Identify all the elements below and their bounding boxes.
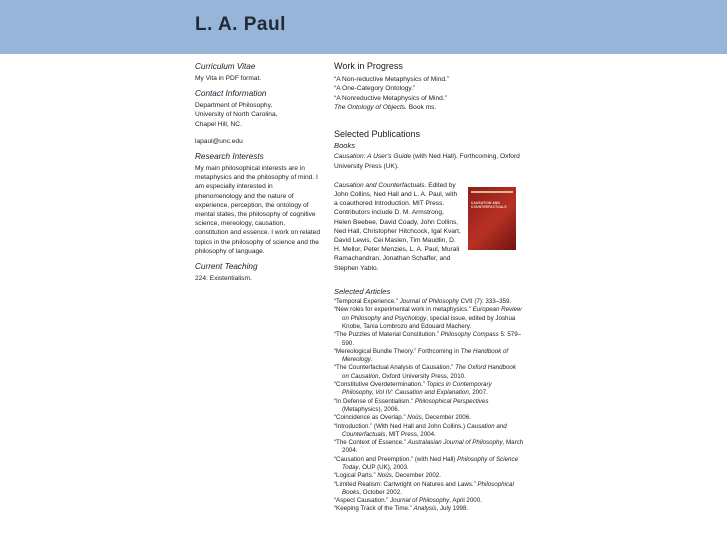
research-heading: Research Interests xyxy=(195,152,264,162)
article-details: , March 2004. xyxy=(342,439,524,455)
article-title: “Logical Parts.” xyxy=(334,472,378,480)
article-details: , July 1998. xyxy=(436,505,469,513)
contact-line: Department of Philosophy, xyxy=(195,102,273,110)
research-text: My main philosophical interests are in metaphysics and the philosophy of mind. I am especially interested in phenomenology and the nature of experience, perception, the ontology of mental states, the philosophy of cognitive science, mereology, causation, constitution and essence. I work on related topics in the philosophy of science and the philosophy of language. xyxy=(195,165,320,255)
book-details: . Edited by John Collins, Ned Hall and L. A. Paul, with a coauthored Introduction. MIT Press. Contributors include D. M. Armstrong, Helen Beebee, David Coady, John Collins, Ned Hall, Christopher Hitchcock, Igal Kvart, David Lewis, Cei Maslen, Tim Maudlin, D. H. Mellor, Peter Menzies, L. A. Paul, Murali Ramachandran, Jonathan Schaffer, and Stephen Yablo. xyxy=(334,181,461,272)
article-item xyxy=(334,423,524,440)
book-entry-with-cover xyxy=(334,181,524,273)
article-venue: Causation and Counterfactuals xyxy=(342,422,507,438)
article-title: “New roles for experimental work in metaphysics.” xyxy=(334,306,473,314)
article-details: (Metaphysics), 2006. xyxy=(342,405,400,413)
article-venue: Noûs xyxy=(407,414,422,422)
article-item xyxy=(334,439,524,456)
wip-item: “A One-Category Ontology.” xyxy=(334,85,416,93)
article-details: , OUP (UK), 2003. xyxy=(358,464,409,471)
cover-stripe xyxy=(471,191,513,193)
article-details: , 2007. xyxy=(468,389,488,397)
article-details: , October 2002. xyxy=(359,488,402,496)
wip-item: “A Non-reductive Metaphysics of Mind.” xyxy=(334,76,450,84)
article-item xyxy=(334,306,524,331)
cover-title: CAUSATION AND COUNTERFACTUALS xyxy=(471,200,507,209)
right-column xyxy=(334,62,524,514)
book-cover-image[interactable] xyxy=(468,187,516,250)
article-title: “Keeping Track of the Time.” xyxy=(334,505,414,513)
teaching-text: 224: Existentialism. xyxy=(195,275,252,283)
article-details: , December 2006. xyxy=(421,414,471,422)
teaching-section xyxy=(195,262,320,283)
page-header xyxy=(0,0,727,54)
article-item xyxy=(334,414,524,422)
contact-heading: Contact Information xyxy=(195,89,267,99)
article-item xyxy=(334,481,524,498)
article-title: “Mereological Bundle Theory.” Forthcoming in xyxy=(334,347,461,355)
article-details: , Oxford University Press, 2010. xyxy=(378,372,466,380)
article-title: “Limited Realism: Cartwright on Natures and Laws.” xyxy=(334,480,478,488)
article-title: “In Defense of Essentialism.” xyxy=(334,397,415,405)
article-title: “The Counterfactual Analysis of Causation.” xyxy=(334,364,456,372)
article-title: “Temporal Experience.” xyxy=(334,298,400,306)
wip-item: “A Nonreductive Metaphysics of Mind.” xyxy=(334,94,447,102)
article-title: “Coincidence as Overlap.” xyxy=(334,414,408,422)
article-venue: Philosophy Compass xyxy=(440,331,499,339)
article-title: “The Puzzles of Material Constitution.” xyxy=(334,331,441,339)
article-item xyxy=(334,456,524,473)
article-item xyxy=(334,298,524,306)
article-item xyxy=(334,497,524,505)
article-details: , April 2000. xyxy=(449,497,482,505)
cv-section xyxy=(195,62,320,83)
article-item xyxy=(334,472,524,480)
article-title: “Aspect Causation.” xyxy=(334,497,391,505)
article-item xyxy=(334,398,524,415)
wip-item-rest: Book ms. xyxy=(406,103,437,111)
email-link[interactable]: lapaul@unc.edu xyxy=(195,137,243,145)
article-item xyxy=(334,364,524,381)
article-venue: Noûs xyxy=(377,472,392,480)
article-title: “Introduction.” (With Ned Hall and John Collins.) xyxy=(334,422,467,430)
book-details: (with Ned Hall). Forthcoming, Oxford University Press (UK). xyxy=(334,153,520,170)
article-venue: Philosophical Books xyxy=(342,480,514,496)
teaching-heading: Current Teaching xyxy=(195,262,258,272)
wip-item xyxy=(334,103,524,112)
article-venue: Topics in Contemporary Philosophy, Vol IV: Causation and Explanation xyxy=(342,381,492,397)
article-venue: Australasian Journal of Philosophy xyxy=(407,439,503,447)
article-title: “Constitutive Overdetermination.” xyxy=(334,381,427,389)
article-item xyxy=(334,381,524,398)
article-details: , special issue, edited by Joshua Knobe, Tania Lombrozo and Edouard Machery. xyxy=(342,314,516,330)
article-details: , December 2002. xyxy=(391,472,441,480)
article-venue: Journal of Philosophy xyxy=(399,298,459,306)
article-venue: Philosophy of Science Today xyxy=(342,455,519,471)
article-details: CVII (7): 333–359. xyxy=(458,298,512,306)
article-venue: The Handbook of Mereology xyxy=(342,347,509,364)
cv-heading: Curriculum Vitae xyxy=(195,62,256,71)
articles-heading: Selected Articles xyxy=(334,286,391,296)
page-title: L. A. Paul xyxy=(195,14,286,35)
article-item xyxy=(334,331,524,348)
article-details: . xyxy=(370,356,373,364)
article-venue: Philosophical Perspectives xyxy=(414,397,489,405)
book-entry xyxy=(334,152,524,170)
contact-section xyxy=(195,89,320,146)
article-item xyxy=(334,505,524,513)
book-title[interactable]: Causation and Counterfactuals xyxy=(334,181,425,189)
book-entry xyxy=(334,181,462,273)
article-venue: The Oxford Handbook on Causation xyxy=(342,364,516,380)
articles-list xyxy=(334,298,524,514)
book-title[interactable]: Causation: A User's Guide xyxy=(334,153,411,161)
article-details: 5: 579–590. xyxy=(342,331,522,347)
left-column xyxy=(195,62,320,289)
contact-line: Chapel Hill, NC. xyxy=(195,120,242,128)
contact-line: University of North Carolina, xyxy=(195,111,278,119)
article-item xyxy=(334,348,524,365)
wip-heading: Work in Progress xyxy=(334,61,403,71)
books-heading: Books xyxy=(334,141,356,151)
article-venue: European Review on Philosophy and Psychology xyxy=(342,306,522,322)
article-venue: Journal of Philosophy xyxy=(390,497,450,505)
article-venue: Analysis xyxy=(413,505,437,513)
wip-item-title: The Ontology of Objects. xyxy=(334,103,407,111)
article-title: “Causation and Preemption.” (with Ned Hall) xyxy=(334,455,458,463)
publications-heading: Selected Publications xyxy=(334,129,421,140)
cv-link[interactable]: My Vita in PDF format. xyxy=(195,75,262,82)
research-section xyxy=(195,152,320,256)
article-title: “The Context of Essence.” xyxy=(334,439,408,447)
article-details: , MIT Press, 2004. xyxy=(385,430,436,438)
